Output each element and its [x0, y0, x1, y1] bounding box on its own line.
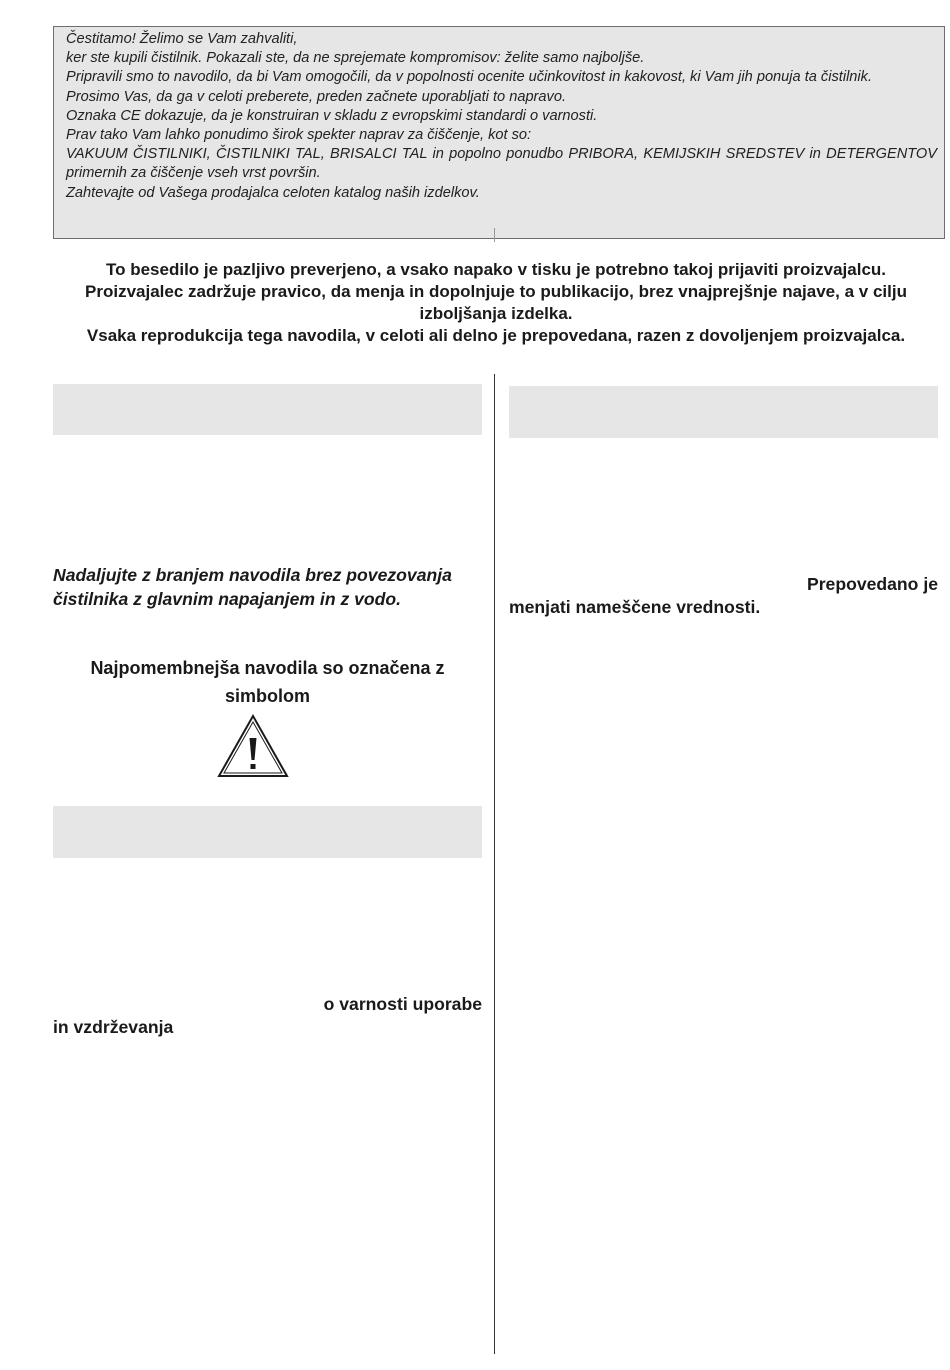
intro-box: [53, 26, 945, 239]
warning-triangle-icon: [216, 713, 290, 779]
settings-warning: [509, 573, 938, 619]
copyright-notice: [53, 259, 939, 347]
safety-line: in vzdrževanja: [53, 1017, 174, 1037]
intro-line: Zahtevajte od Vašega prodajalca celoten katalog naših izdelkov.: [66, 184, 480, 201]
intro-line: ker ste kupili čistilnik. Pokazali ste, da ne sprejemate kompromisov: želite samo najboljše.: [66, 50, 645, 67]
settings-line: Prepovedano je: [806, 574, 938, 594]
intro-line: Čestitamo! Želimo se Vam zahvaliti,: [66, 31, 298, 47]
section-heading-band: [53, 384, 482, 435]
intro-line: Prav tako Vam lahko ponudimo širok spekter naprav za čiščenje, kot so:: [66, 127, 532, 144]
notice-line: Vsaka reprodukcija tega navodila, v celoti ali delno je prepovedana, razen z dovoljenjem proizvajalca.: [86, 326, 906, 345]
intro-line: Oznaka CE dokazuje, da je konstruiran v skladu z evropskimi standardi o varnosti.: [66, 107, 598, 124]
notice-line: To besedilo je pazljivo preverjeno, a vsako napako v tisku je potrebno takoj prijaviti proizvajalcu.: [105, 260, 887, 279]
column-tick: [494, 228, 495, 242]
safety-line: o varnosti uporabe: [323, 994, 482, 1014]
column-divider: [494, 374, 495, 1354]
section-heading-band: [509, 386, 938, 438]
connection-warning: Nadaljujte z branjem navodila brez povezovanja čistilnika z glavnim napajanjem in z vodo.: [53, 565, 452, 609]
intro-line: Prosimo Vas, da ga v celoti preberete, preden začnete uporabljati to napravo.: [66, 88, 566, 105]
settings-line: menjati nameščene vrednosti.: [509, 597, 761, 617]
safety-note: [53, 993, 482, 1039]
section-heading-band: [53, 806, 482, 858]
intro-line: Pripravili smo to navodilo, da bi Vam omogočili, da v popolnosti ocenite učinkovitost in kakovost, ki Vam jih ponuja ta čistilnik.: [66, 69, 873, 86]
notice-line: Proizvajalec zadržuje pravico, da menja in dopolnjuje to publikacijo, brez vnajprejšnje najave, a v cilju izboljšanja izdelka.: [85, 282, 907, 323]
important-instructions-note: Najpomembnejša navodila so označena z simbolom: [90, 658, 445, 706]
intro-line: VAKUUM ČISTILNIKI, ČISTILNIKI TAL, BRISALCI TAL in popolno ponudbo PRIBORA, KEMIJSKIH SREDSTEV in DETERGENTOV primernih za čiščenje vseh vrst površin.: [66, 146, 937, 182]
